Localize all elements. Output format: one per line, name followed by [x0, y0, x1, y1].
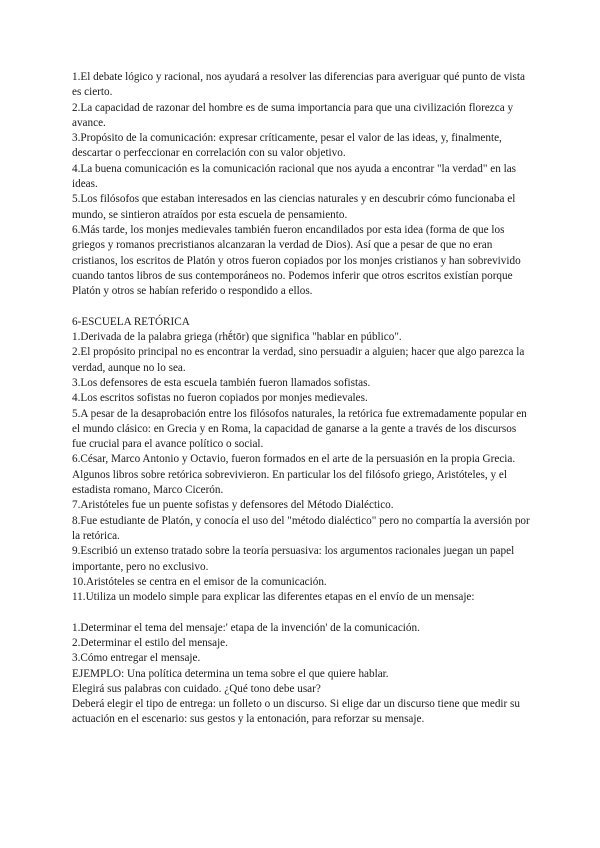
- step-item-1: 1.Determinar el tema del mensaje:' etapa de la invención' de la comunicación.: [72, 621, 420, 634]
- paragraph-1: 1.El debate lógico y racional, nos ayudará a resolver las diferencias para averiguar qué punto de vista es cierto.: [72, 71, 525, 99]
- paragraph-4: 4.La buena comunicación es la comunicación racional que nos ayuda a encontrar "la verdad" en las ideas.: [72, 162, 517, 191]
- paragraph-2: 2.La capacidad de razonar del hombre es de suma importancia para que una civilización florezca y avance.: [72, 101, 514, 129]
- paragraph-5: 5.Los filósofos que estaban interesados en las ciencias naturales y en descubrir cómo funcionaba el mundo, se sintieron atraídos por esta escuela de pensamiento.: [72, 193, 516, 221]
- example-line: Elegirá sus palabras con cuidado. ¿Qué tono debe usar?: [72, 682, 321, 695]
- spacer: [72, 605, 532, 620]
- example-line: EJEMPLO: Una política determina un tema sobre el que quiere hablar.: [72, 667, 389, 680]
- step-item-3: 3.Cómo entregar el mensaje.: [72, 652, 201, 665]
- rhetoric-item-11: 11.Utiliza un modelo simple para explicar las diferentes etapas en el envío de un mensaje:: [72, 591, 475, 604]
- paragraph-6: 6.Más tarde, los monjes medievales también fueron encandilados por esta idea (forma de que los griegos y romanos precristianos alcanzaran la verdad de Dios). Así que a pesar de que no eran cristianos, los escritos de Platón y otros fueron copiados por los monjes cristianos y han sobrevivido cuando tantos libros de sus contemporáneos no. Podemos inferir que otros escritos existían porque Platón y otros se habían referido o respondido a ellos.: [72, 223, 521, 298]
- rhetoric-item-2: 2.El propósito principal no es encontrar la verdad, sino persuadir a alguien; hacer que algo parezca la verdad, aunque no lo sea.: [72, 346, 525, 374]
- rhetoric-item-10: 10.Aristóteles se centra en el emisor de la comunicación.: [72, 575, 327, 588]
- section-heading: 6-ESCUELA RETÓRICA: [72, 315, 190, 328]
- spacer: [72, 299, 532, 314]
- rhetoric-item-3: 3.Los defensores de esta escuela también fueron llamados sofistas.: [72, 376, 371, 389]
- document-page: [72, 70, 532, 728]
- rhetoric-item-7: 7.Aristóteles fue un puente sofistas y defensores del Método Dialéctico.: [72, 499, 394, 512]
- rhetoric-item-1: 1.Derivada de la palabra griega (rhḗtōr) que significa "hablar en público".: [72, 331, 402, 344]
- rhetoric-item-9: 9.Escribió un extenso tratado sobre la teoría persuasiva: los argumentos racionales juegan un papel importante, pero no exclusivo.: [72, 545, 515, 573]
- rhetoric-item-6: 6.César, Marco Antonio y Octavio, fueron formados en el arte de la persuasión en la propia Grecia. Algunos libros sobre retórica sobrevivieron. En particular los del filósofo griego, Aristóteles, y el estadista romano, Marco Cicerón.: [72, 453, 516, 497]
- rhetoric-item-4: 4.Los escritos sofistas no fueron copiados por monjes medievales.: [72, 392, 368, 405]
- paragraph-3: 3.Propósito de la comunicación: expresar críticamente, pesar el valor de las ideas, y, finalmente, descartar o perfeccionar en correlación con su valor objetivo.: [72, 132, 502, 160]
- rhetoric-item-5: 5.A pesar de la desaprobación entre los filósofos naturales, la retórica fue extremadamente popular en el mundo clásico: en Grecia y en Roma, la capacidad de ganarse a la gente a través de los discursos fue crucial para el avance político o social.: [72, 407, 527, 451]
- rhetoric-item-8: 8.Fue estudiante de Platón, y conocía el uso del "método dialéctico" pero no compartía la aversión por la retórica.: [72, 514, 530, 542]
- example-line: Deberá elegir el tipo de entrega: un folleto o un discurso. Si elige dar un discurso tiene que medir su actuación en el escenario: sus gestos y la entonación, para reforzar su mensaje.: [72, 698, 520, 726]
- step-item-2: 2.Determinar el estilo del mensaje.: [72, 636, 228, 649]
